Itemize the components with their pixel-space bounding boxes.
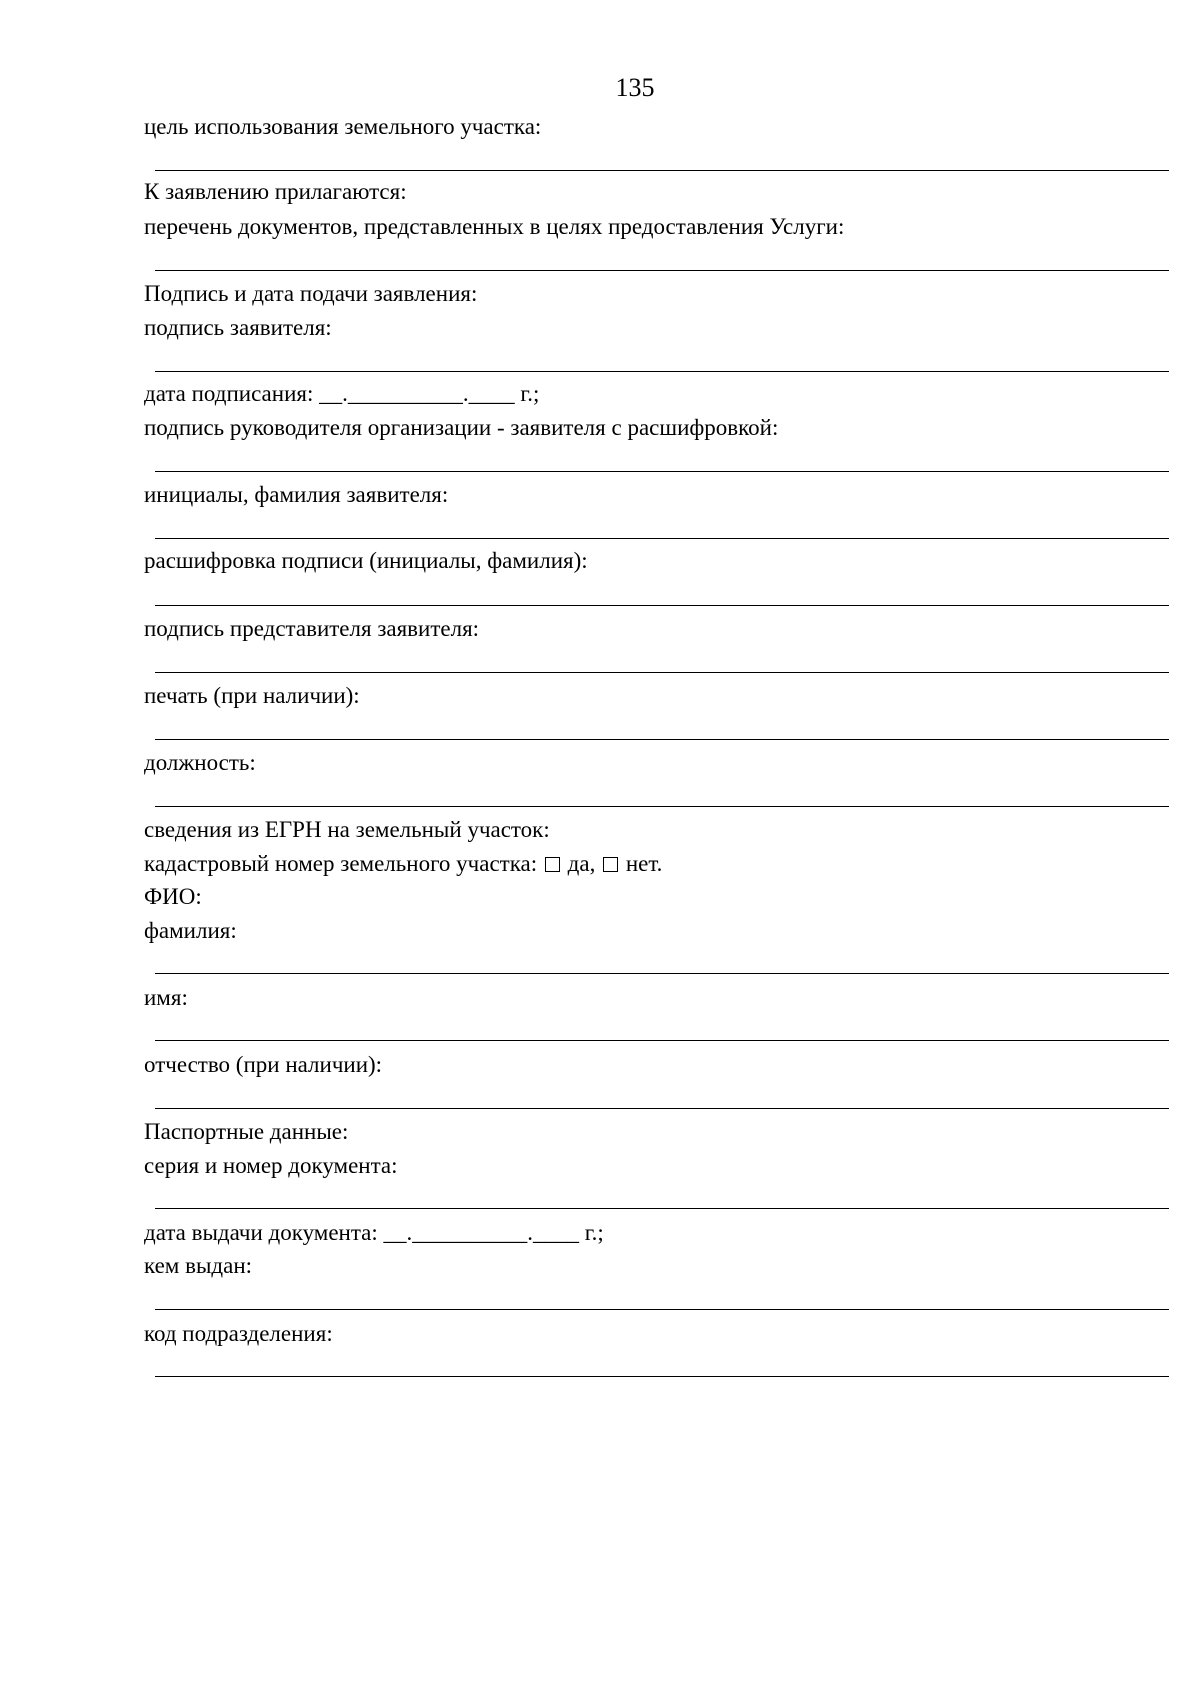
- representative-signature-label: подпись представителя заявителя:: [144, 616, 480, 641]
- applicant-signature-label: подпись заявителя:: [144, 315, 332, 340]
- division-code-field-line[interactable]: [155, 1376, 1169, 1377]
- passport-heading: Паспортные данные:: [144, 1119, 349, 1144]
- surname-label: фамилия:: [144, 918, 237, 943]
- name-field-line[interactable]: [155, 1040, 1169, 1041]
- cadastral-no-checkbox[interactable]: [603, 857, 618, 872]
- signature-decode-field-line[interactable]: [155, 605, 1169, 606]
- org-head-signature-label: подпись руководителя организации - заявителя с расшифровкой:: [144, 415, 779, 440]
- representative-signature-field-line[interactable]: [155, 672, 1169, 673]
- purpose-label: цель использования земельного участка:: [144, 114, 542, 139]
- attached-heading: К заявлению прилагаются:: [144, 179, 407, 204]
- applicant-initials-label: инициалы, фамилия заявителя:: [144, 482, 449, 507]
- issued-by-label: кем выдан:: [144, 1253, 253, 1278]
- document-list-label: перечень документов, представленных в целях предоставления Услуги:: [144, 214, 845, 239]
- stamp-field-line[interactable]: [155, 739, 1169, 740]
- issued-by-field-line[interactable]: [155, 1309, 1169, 1310]
- position-field-line[interactable]: [155, 806, 1169, 807]
- document-list-field-line[interactable]: [155, 270, 1169, 271]
- cadastral-yes-checkbox[interactable]: [545, 857, 560, 872]
- applicant-signature-field-line[interactable]: [155, 371, 1169, 372]
- division-code-label: код подразделения:: [144, 1321, 333, 1346]
- patronymic-field-line[interactable]: [155, 1108, 1169, 1109]
- cadastral-no-label: нет.: [625, 851, 663, 876]
- position-label: должность:: [144, 750, 256, 775]
- egrn-info-heading: сведения из ЕГРН на земельный участок:: [144, 817, 550, 842]
- signing-date-label: дата подписания: __.__________.____ г.;: [144, 381, 540, 406]
- surname-field-line[interactable]: [155, 973, 1169, 974]
- cadastral-yes-label: да,: [567, 851, 596, 876]
- org-head-signature-field-line[interactable]: [155, 471, 1169, 472]
- fio-heading: ФИО:: [144, 884, 202, 909]
- cadastral-number-row: [144, 849, 662, 879]
- doc-series-label: серия и номер документа:: [144, 1153, 398, 1178]
- stamp-label: печать (при наличии):: [144, 683, 360, 708]
- applicant-initials-field-line[interactable]: [155, 538, 1169, 539]
- doc-series-field-line[interactable]: [155, 1208, 1169, 1209]
- issue-date-label: дата выдачи документа: __.__________.____ г.;: [144, 1220, 604, 1245]
- purpose-field-line[interactable]: [155, 170, 1169, 171]
- patronymic-label: отчество (при наличии):: [144, 1052, 383, 1077]
- page-number: 135: [615, 73, 655, 102]
- sign-date-heading: Подпись и дата подачи заявления:: [144, 281, 478, 306]
- signature-decode-label: расшифровка подписи (инициалы, фамилия):: [144, 548, 588, 573]
- name-label: имя:: [144, 985, 188, 1010]
- cadastral-number-label: кадастровый номер земельного участка:: [144, 851, 538, 876]
